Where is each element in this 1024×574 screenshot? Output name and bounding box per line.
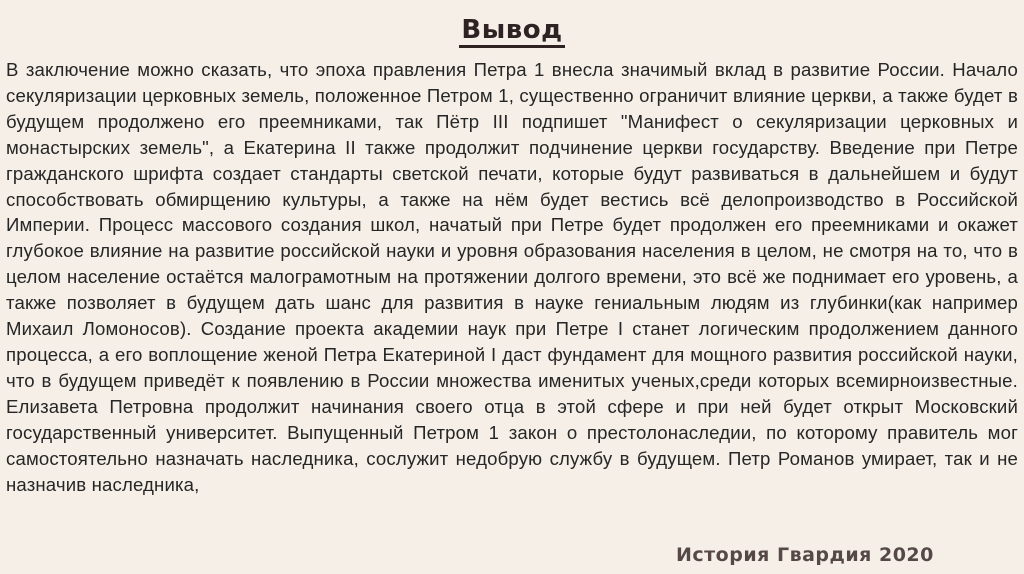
slide-title-text: Вывод (459, 15, 564, 48)
slide-body-text: В заключение можно сказать, что эпоха правления Петра 1 внесла значимый вклад в развитие России. Начало секуляризации церковных земель, положенное Петром 1, существенно ограничит влияние церкви, а также будет в будущем продолжено его преемниками, так Пётр III подпишет "Манифест о секуляризации церковных и монастырских земель", а Екатерина II также продолжит подчинение церкви государству. Введение при Петре гражданского шрифта создает стандарты светской печати, которые будут развиваться в дальнейшем и будут способствовать обмирщению культуры, а также на нём будет вестись всё делопроизводство в Российской Империи. Процесс массового создания школ, начатый при Петре будет продолжен его преемниками и окажет глубокое влияние на развитие российской науки и уровня образования населения в целом, не смотря на то, что в целом население остаётся малограмотным на протяжении долгого времени, это всё же поднимает его уровень, а также позволяет в будущем дать шанс для развития в науке гениальным людям из глубинки(как например Михаил Ломоносов). Создание проекта академии наук при Петре I станет логическим продолжением данного процесса, а его воплощение женой Петра Екатериной I даст фундамент для мощного развития российской науки, что в будущем приведёт к появлению в России множества именитых ученых,среди которых всемирноизвестные. Елизавета Петровна продолжит начинания своего отца в этой сфере и при ней будет открыт Московский государственный университет. Выпущенный Петром 1 закон о престолонаследии, по которому правитель мог самостоятельно назначать наследника, сослужит недобрую службу в будущем. Петр Романов умирает, так и не назначив наследника, (6, 59, 1018, 495)
slide-title (0, 12, 1024, 48)
watermark-text: История Гвардия 2020 (676, 544, 934, 566)
